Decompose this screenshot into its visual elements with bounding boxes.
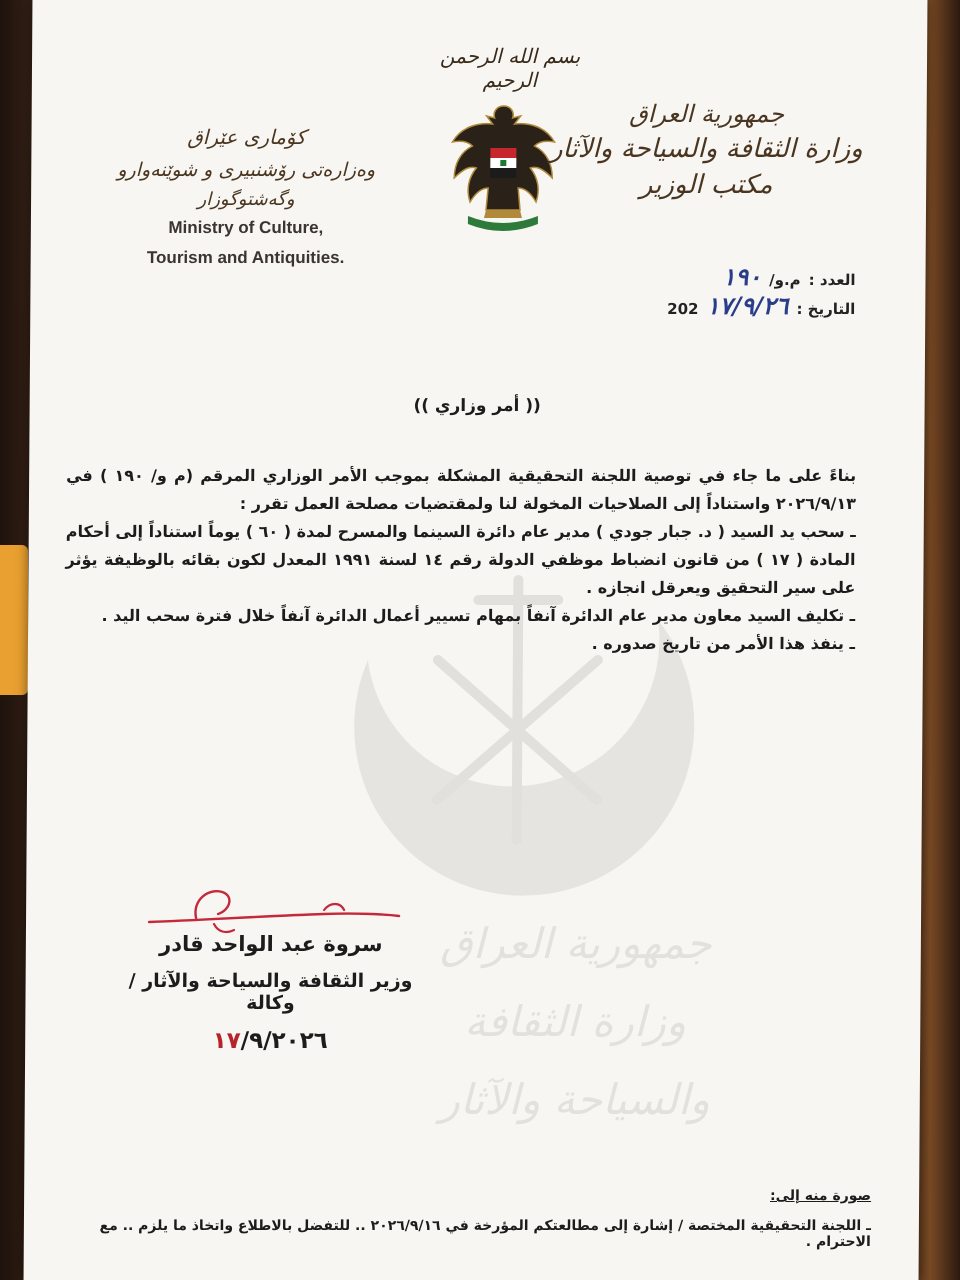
letterhead-kurdish-country: كۆماری عێراق <box>187 125 306 149</box>
letterhead-kurdish-ministry: وەزارەتی رۆشنبیری و شوێنەوارو <box>117 159 376 181</box>
signatory-date-printed: /٩/٢٠٢٦ <box>240 1028 328 1054</box>
letterhead-country: جمهورية العراق <box>629 100 785 128</box>
copy-to-heading: صورة منه إلى: <box>769 1188 872 1204</box>
number-label: العدد : <box>808 271 856 289</box>
signatory-date <box>105 1028 435 1054</box>
document-title: (( أمر وزاري )) <box>413 396 541 416</box>
watermark-line-2: وزارة الثقافة والسياحة والآثار <box>439 997 711 1124</box>
letterhead-ministry: وزارة الثقافة والسياحة والآثار <box>549 134 863 164</box>
reference-date <box>615 291 855 320</box>
signatory-block <box>105 932 436 1054</box>
handwritten-signature-icon <box>144 880 404 940</box>
number-handwritten: ١٩٠ <box>722 262 762 291</box>
reference-number <box>615 262 855 291</box>
signatory-name: سروة عبد الواحد قادر <box>159 932 383 956</box>
date-handwritten: ١٧/٩/٢٦ <box>706 291 789 320</box>
body-intro: بناءً على ما جاء في توصية اللجنة التحقيقية المشكلة بموجب الأمر الوزاري المرقم (م و/ ١٩٠ ) في ٢٠٢٦/٩/١٣ واستناداً إلى الصلاحيات المخولة لنا ولمقتضيات مصلحة العمل تقرر : <box>66 466 857 513</box>
reference-block <box>615 262 855 320</box>
copy-to-block <box>51 1188 871 1250</box>
basmala: بسم الله الرحمن الرحيم <box>439 44 581 92</box>
copy-to-item: ـ اللجنة التحقيقية المختصة / إشارة إلى مطالعتكم المؤرخة في ٢٠٢٦/٩/١٦ .. للتفضل بالاطلاع واتخاذ ما يلزم .. مع الاحترام . <box>99 1218 871 1250</box>
number-prefix: م.و/ <box>769 271 801 289</box>
body-item-1: ـ سحب يد السيد ( د. جبار جودي ) مدير عام دائرة السينما والمسرح لمدة ( ٦٠ ) يوماً استناداً إلى أحكام المادة ( ١٧ ) من قانون انضباط موظفي الدولة رقم ١٤ لسنة ١٩٩١ المعدل لكون بقائه بالوظيفة يؤثر على سير التحقيق ويعرقل انجازه . <box>65 522 856 597</box>
watermark-line-1: جمهورية العراق <box>440 919 712 968</box>
letterhead-kurdish-english <box>101 125 392 270</box>
document-page <box>24 0 928 1280</box>
signatory-position: وزير الثقافة والسياحة والآثار / وكالة <box>128 970 413 1014</box>
body-item-2: ـ تكليف السيد معاون مدير عام الدائرة آنفاً بمهام تسيير أعمال الدائرة آنفاً خلال فترة سحب اليد . <box>101 606 856 625</box>
letterhead-arabic <box>546 100 867 200</box>
date-label: التاريخ : <box>796 300 856 318</box>
letterhead-english-2: Tourism and Antiquities. <box>146 248 345 267</box>
signatory-date-day: ١٧ <box>212 1028 241 1054</box>
date-year-printed: 202 <box>667 300 699 318</box>
letterhead-office: مكتب الوزير <box>639 170 773 200</box>
body-item-3: ـ ينفذ هذا الأمر من تاريخ صدوره . <box>591 634 856 653</box>
document-body <box>65 462 856 658</box>
background-object <box>0 545 28 695</box>
iraq-eagle-emblem-icon <box>446 98 562 238</box>
watermark-text <box>395 905 757 1139</box>
letterhead-kurdish-tourism: وگەشتوگوزار <box>197 189 295 210</box>
letterhead-english-1: Ministry of Culture, <box>168 218 324 237</box>
